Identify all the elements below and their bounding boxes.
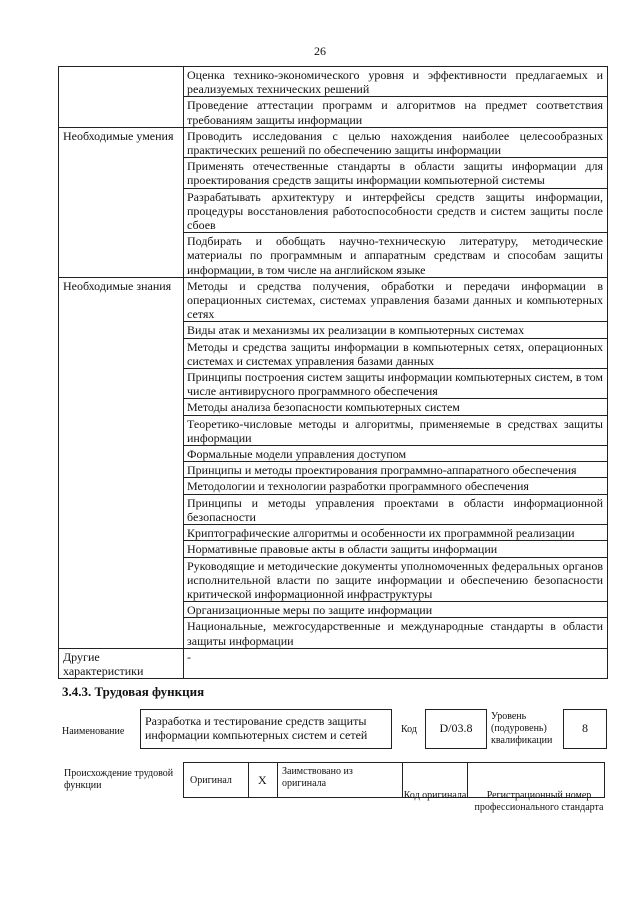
table-row [59,127,608,157]
row-text: Методы и средства получения, обработки и передачи информации в операционных системах, системах управления базами данных и компьютерных сетях [184,277,608,322]
row-label: Необходимые знания [59,277,184,648]
table-row [59,67,608,97]
table-row [59,648,608,678]
row-text: Нормативные правовые акты в области защиты информации [184,541,608,557]
original-mark: X [258,773,267,787]
row-text: Формальные модели управления доступом [184,446,608,462]
row-text: - [184,648,608,678]
original-label: Оригинал [190,775,232,786]
page-number: 26 [314,44,326,58]
original-cell [183,762,249,798]
row-text: Проводить исследования с целью нахождения наиболее целесообразных практических решений по обеспечению защиты информации [184,127,608,157]
reg-number-label: Регистрационный номер профессионального стандарта [474,790,604,813]
code-original-label: Код оригинала [403,790,467,801]
row-text: Принципы и методы управления проектами в области информационной безопасности [184,494,608,524]
row-text: Теоретико-числовые методы и алгоритмы, применяемые в средствах защиты информации [184,415,608,445]
table-row [59,277,608,322]
borrowed-cell [277,762,403,798]
row-text: Оценка технико-экономического уровня и эффективности предлагаемых и реализуемых технических решений [184,67,608,97]
code-label: Код [401,724,417,735]
row-text: Принципы построения систем защиты информации компьютерных систем, в том числе антивирусного программного обеспечения [184,369,608,399]
row-label [59,67,184,128]
row-text: Организационные меры по защите информации [184,602,608,618]
row-text: Подбирать и обобщать научно-техническую литературу, методические материалы по программным и аппаратным средствам и способам защиты информации, в том числе на английском языке [184,233,608,278]
row-label: Другие характеристики [59,648,184,678]
row-text: Методы анализа безопасности компьютерных систем [184,399,608,415]
requirements-table [58,66,608,679]
function-name: Разработка и тестирование средств защиты информации компьютерных систем и сетей [145,714,368,742]
row-text: Разрабатывать архитектуру и интерфейсы средств защиты информации, процедуры восстановления работоспособности средств и систем защиты после сбоев [184,188,608,233]
section-title: 3.4.3. Трудовая функция [62,684,205,699]
code-box [425,709,487,749]
name-label: Наименование [62,726,125,737]
row-text: Руководящие и методические документы уполномоченных федеральных органов исполнительной власти по защите информации и обеспечению безопасности критической информационной инфраструктуры [184,557,608,602]
row-text: Криптографические алгоритмы и особенности их программной реализации [184,525,608,541]
name-box [140,709,392,749]
row-text: Виды атак и механизмы их реализации в компьютерных системах [184,322,608,338]
level-value: 8 [582,721,588,735]
level-label: Уровень (подуровень) квалификации [491,711,553,746]
row-label: Необходимые умения [59,127,184,277]
origin-label: Происхождение трудовой функции [64,768,174,791]
row-text: Применять отечественные стандарты в области защиты информации для проектирования средств защиты информации компьютерной системы [184,158,608,188]
row-text: Проведение аттестации программ и алгоритмов на предмет соответствия требованиям защиты информации [184,97,608,127]
original-mark-cell [248,762,278,798]
row-text: Методы и средства защиты информации в компьютерных сетях, операционных системах и системах управления базами данных [184,338,608,368]
row-text: Принципы и методы проектирования программно-аппаратного обеспечения [184,462,608,478]
row-text: Методологии и технологии разработки программного обеспечения [184,478,608,494]
level-box [563,709,607,749]
row-text: Национальные, межгосударственные и международные стандарты в области защиты информации [184,618,608,648]
borrowed-label: Заимствовано из оригинала [282,766,353,789]
code-value: D/03.8 [439,721,473,735]
